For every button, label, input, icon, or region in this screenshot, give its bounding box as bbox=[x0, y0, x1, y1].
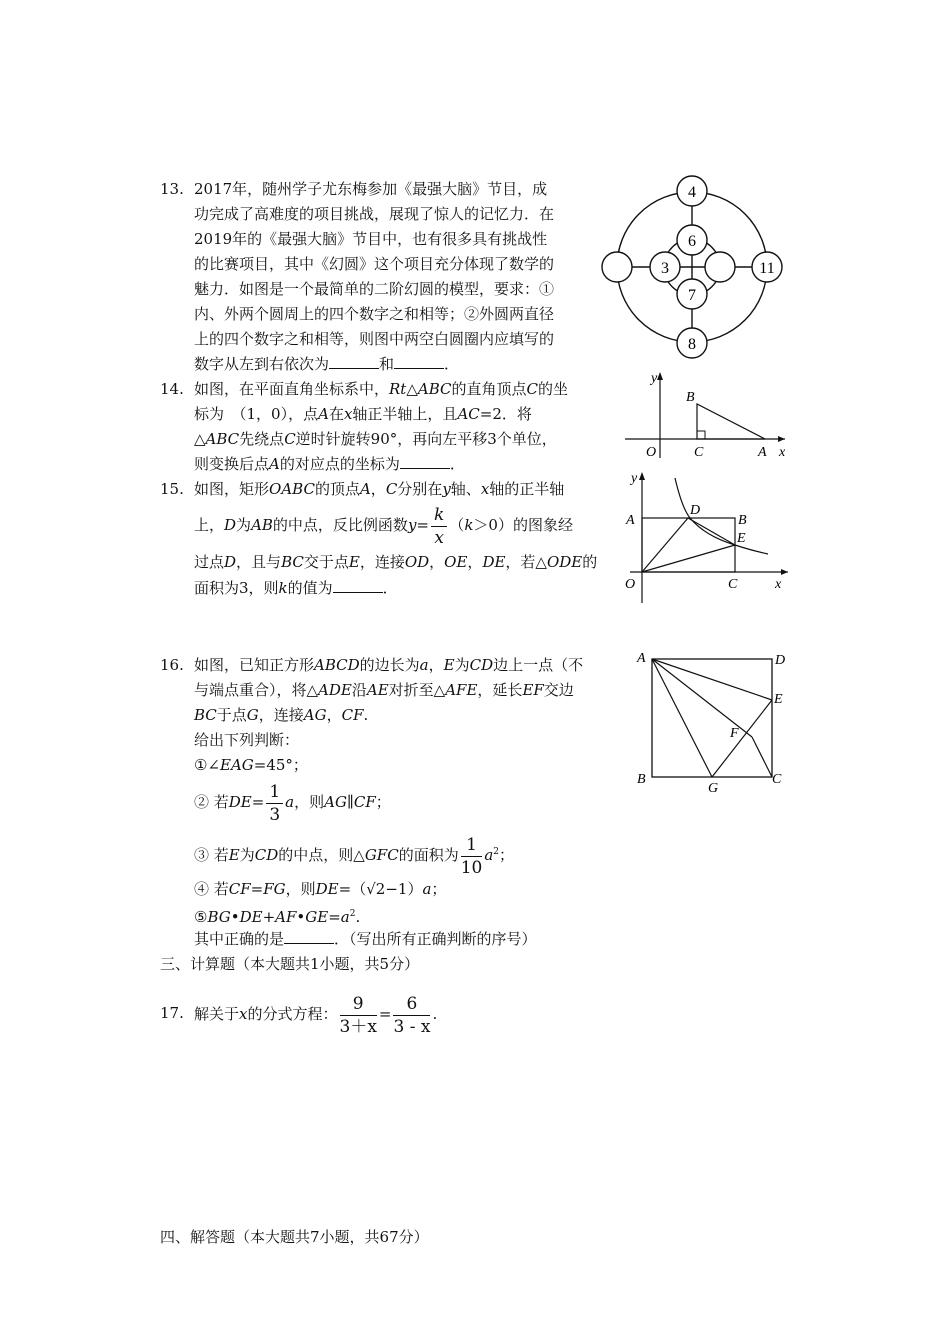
point-label-O: O bbox=[646, 445, 657, 460]
point-label-C: C bbox=[694, 445, 704, 460]
point-label-B: B bbox=[637, 772, 646, 787]
point-label-C: C bbox=[728, 577, 738, 592]
axis-label-y: y bbox=[631, 471, 638, 486]
fraction-right: $\frac{6}{3 - x}$ bbox=[393, 993, 431, 1037]
point-label-F: F bbox=[730, 726, 739, 741]
q16-square-figure bbox=[630, 645, 795, 795]
q14-line-1: 如图，在平面直角坐标系中，Rt△ABC的直角顶点C的坐 bbox=[194, 380, 568, 398]
circle-number: 7 bbox=[688, 287, 696, 304]
judgment-4: ④ 若CF=FG，则DE=（√2−1）a； bbox=[194, 880, 447, 898]
q15-line-3: 过点D，且与BC交于点E，连接OD，OE，DE，若△ODE的 bbox=[194, 553, 598, 571]
point-label-E: E bbox=[774, 692, 783, 707]
q15-line-4: 面积为3，则k的值为 ． bbox=[194, 579, 398, 597]
q13-number: 13. bbox=[160, 180, 184, 198]
q15-rectangle-hyperbola-figure bbox=[620, 468, 795, 608]
circle-number: 8 bbox=[688, 336, 696, 353]
q13-line-5: 魅力．如图是一个最简单的二阶幻圆的模型，要求：① bbox=[194, 280, 555, 298]
q14-coordinate-figure bbox=[625, 368, 795, 463]
q15-line-1: 如图，矩形OABC的顶点A，C分别在y轴、x轴的正半轴 bbox=[194, 480, 565, 498]
q14-line-2: 标为 （1，0），点A在x轴正半轴上，且AC=2．将 bbox=[194, 405, 532, 423]
point-label-O: O bbox=[625, 577, 636, 592]
q16-line-last: 其中正确的是 ．（写出所有正确判断的序号） bbox=[194, 930, 537, 948]
answer-blank[interactable] bbox=[394, 354, 444, 369]
judgment-5: $⑤BG•DE+AF•GE=a^2$. bbox=[194, 908, 361, 926]
circle-number: 4 bbox=[688, 184, 696, 201]
q13-line-4: 的比赛项目，其中《幻圆》这个项目充分体现了数学的 bbox=[194, 255, 555, 273]
judgment-3: ③ 若E为CD的中点，则△GFC的面积为 $\frac{1}{10}$ $a^2$； bbox=[194, 834, 515, 878]
q13-line-7: 上的四个数字之和相等，则图中两空白圆圈内应填写的 bbox=[194, 330, 555, 348]
circle-number: 6 bbox=[688, 233, 696, 250]
q15-number: 15. bbox=[160, 480, 184, 498]
answer-blank[interactable] bbox=[333, 578, 383, 593]
q14-line-3: △ABC先绕点C逆时针旋转90°，再向左平移3个单位， bbox=[194, 430, 557, 448]
axis-label-x: x bbox=[779, 445, 786, 460]
q16-line-1: 如图，已知正方形ABCD的边长为a，E为CD边上一点（不 bbox=[194, 656, 584, 674]
circle-number: 11 bbox=[759, 260, 775, 277]
q16-number: 16. bbox=[160, 656, 184, 674]
point-label-A: A bbox=[758, 445, 767, 460]
q13-line-1: 2017年，随州学子尤东梅参加《最强大脑》节目，成 bbox=[194, 180, 548, 198]
q15-line-2: 上，D为AB的中点，反比例函数y= $\frac{k}{x}$ （k＞0）的图象经 bbox=[194, 504, 573, 548]
point-label-C: C bbox=[772, 772, 782, 787]
section-4-heading: 四、解答题（本大题共7小题，共67分） bbox=[160, 1228, 429, 1246]
answer-blank[interactable] bbox=[284, 929, 334, 944]
answer-blank[interactable] bbox=[400, 454, 450, 469]
point-label-B: B bbox=[738, 513, 747, 528]
q16-line-2: 与端点重合），将△ADE沿AE对折至△AFE，延长EF交边 bbox=[194, 681, 574, 699]
q14-number: 14. bbox=[160, 380, 184, 398]
fraction-one-third: $\frac{1}{3}$ bbox=[266, 781, 283, 826]
fraction-one-tenth: $\frac{1}{10}$ bbox=[460, 834, 483, 878]
judgment-1: ①∠EAG=45°； bbox=[194, 756, 308, 774]
q16-line-4: 给出下列判断： bbox=[194, 731, 300, 749]
circle-number: 3 bbox=[661, 260, 669, 277]
q17-number: 17. bbox=[160, 1004, 184, 1022]
q13-line-8: 数字从左到右依次为 和 ． bbox=[194, 355, 460, 373]
point-label-D: D bbox=[775, 653, 786, 668]
q14-line-4: 则变换后点A的对应点的坐标为 ． bbox=[194, 455, 465, 473]
judgment-2: ② 若DE= $\frac{1}{3}$ a，则AG∥CF； bbox=[194, 781, 391, 825]
q13-line-2: 功完成了高难度的项目挑战，展现了惊人的记忆力．在 bbox=[194, 205, 555, 223]
q13-line-6: 内、外两个圆周上的四个数字之和相等；②外圆两直径 bbox=[194, 305, 555, 323]
point-label-D: D bbox=[690, 503, 701, 518]
point-label-A: A bbox=[637, 651, 646, 666]
q16-line-3: BC于点G，连接AG，CF. bbox=[194, 706, 369, 724]
magic-circle-figure bbox=[600, 172, 790, 362]
q13-line-3: 2019年的《最强大脑》节目中，也有很多具有挑战性 bbox=[194, 230, 548, 248]
fraction-k-over-x: $\frac{k}{x}$ bbox=[431, 504, 447, 549]
point-label-A: A bbox=[626, 513, 635, 528]
fraction-left: $\frac{9}{3+x}$ bbox=[339, 993, 377, 1037]
answer-blank[interactable] bbox=[329, 354, 379, 369]
point-label-G: G bbox=[708, 781, 719, 795]
q17-equation: 解关于x的分式方程： $\frac{9}{3+x}$ = $\frac{6}{3 - x}$ . bbox=[194, 993, 438, 1037]
axis-label-x: x bbox=[775, 577, 782, 592]
section-3-heading: 三、计算题（本大题共1小题，共5分） bbox=[160, 955, 420, 973]
axis-label-y: y bbox=[651, 371, 658, 386]
point-label-E: E bbox=[737, 531, 746, 546]
point-label-B: B bbox=[686, 390, 695, 405]
